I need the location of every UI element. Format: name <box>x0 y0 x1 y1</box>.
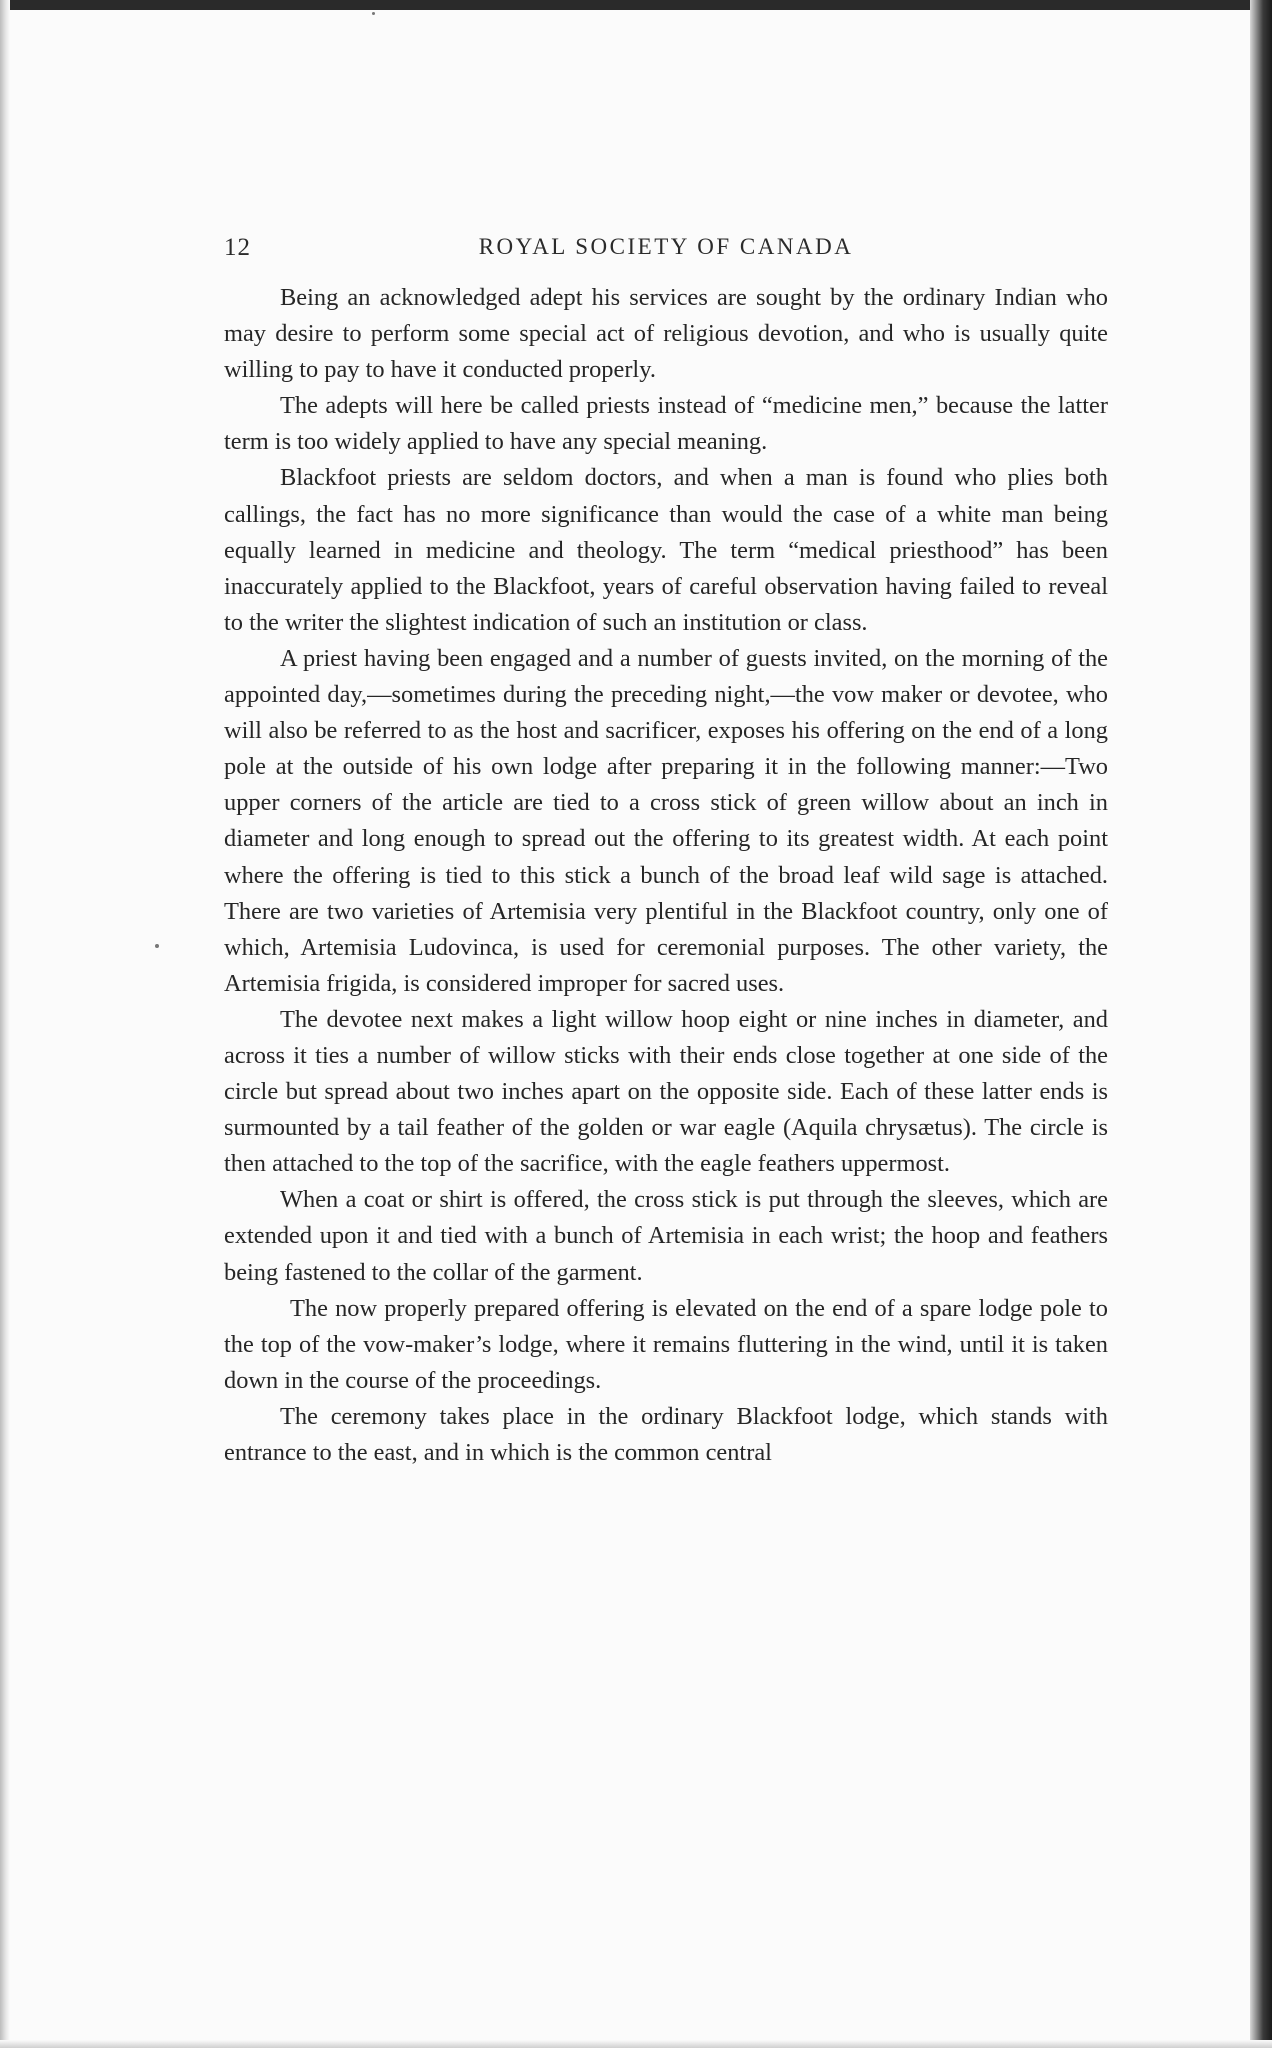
scan-top-border <box>0 0 1272 10</box>
body-text <box>224 280 1108 1471</box>
scan-left-shadow <box>0 0 10 2048</box>
paragraph-ceremony-lodge: The ceremony takes place in the ordinary Blackfoot lodge, which stands with entrance to the east, and in which is the common central <box>224 1402 1108 1466</box>
paragraph-coat-offering: When a coat or shirt is offered, the cross stick is put through the sleeves, which are extended upon it and tied with a bunch of Artemisia in each wrist; the hoop and feathers being fastened to the collar of the garment. <box>224 1186 1108 1286</box>
paragraph-adept-services: Being an acknowledged adept his services are sought by the ordinary Indian who may desire to perform some special act of religious devotion, and who is usually quite willing to pay to have it conducted properly. <box>224 284 1108 384</box>
scan-right-edge <box>1250 0 1272 2048</box>
running-title: ROYAL SOCIETY OF CANADA <box>478 234 854 259</box>
scan-bottom-shadow <box>0 2040 1272 2048</box>
paragraph-offering-preparation: A priest having been engaged and a number of guests invited, on the morning of the appointed day,—sometimes during the preceding night,—the vow maker or devotee, who will also be referred to as the host and sacrificer, exposes his offering on the end of a long pole at the outside of his own lodge after preparing it in the following manner:—Two upper corners of the article are tied to a cross stick of green willow about an inch in diameter and long enough to spread out the offering to its greatest width. At each point where the offering is tied to this stick a bunch of the broad leaf wild sage is attached. There are two varieties of Artemisia very plentiful in the Blackfoot country, only one of which, Artemisia Ludovinca, is used for ceremonial purposes. The other variety, the Artemisia frigida, is considered improper for sacred uses. <box>224 644 1108 997</box>
scan-speck <box>372 12 375 15</box>
paragraph-willow-hoop: The devotee next makes a light willow hoop eight or nine inches in diameter, and across it ties a number of willow sticks with their ends close together at one side of the circle but spread about two inches apart on the opposite side. Each of these latter ends is surmounted by a tail feather of the golden or war eagle (Aquila chrysætus). The circle is then attached to the top of the sacrifice, with the eagle feathers uppermost. <box>224 1005 1108 1178</box>
scan-speck <box>155 944 159 948</box>
paragraph-offering-elevated: The now properly prepared offering is elevated on the end of a spare lodge pole to the top of the vow-maker’s lodge, where it remains fluttering in the wind, until it is taken down in the course of the proceedings. <box>224 1294 1108 1394</box>
paragraph-priests-term: The adepts will here be called priests instead of “medicine men,” because the latter term is too widely applied to have any special meaning. <box>224 392 1108 456</box>
page-number: 12 <box>224 234 251 261</box>
running-head <box>224 234 1108 268</box>
paragraph-blackfoot-priests: Blackfoot priests are seldom doctors, and when a man is found who plies both callings, the fact has no more significance than would the case of a white man being equally learned in medicine and theology. The term “medical priesthood” has been inaccurately applied to the Blackfoot, years of careful observation having failed to reveal to the writer the slightest indication of such an institution or class. <box>224 464 1108 636</box>
